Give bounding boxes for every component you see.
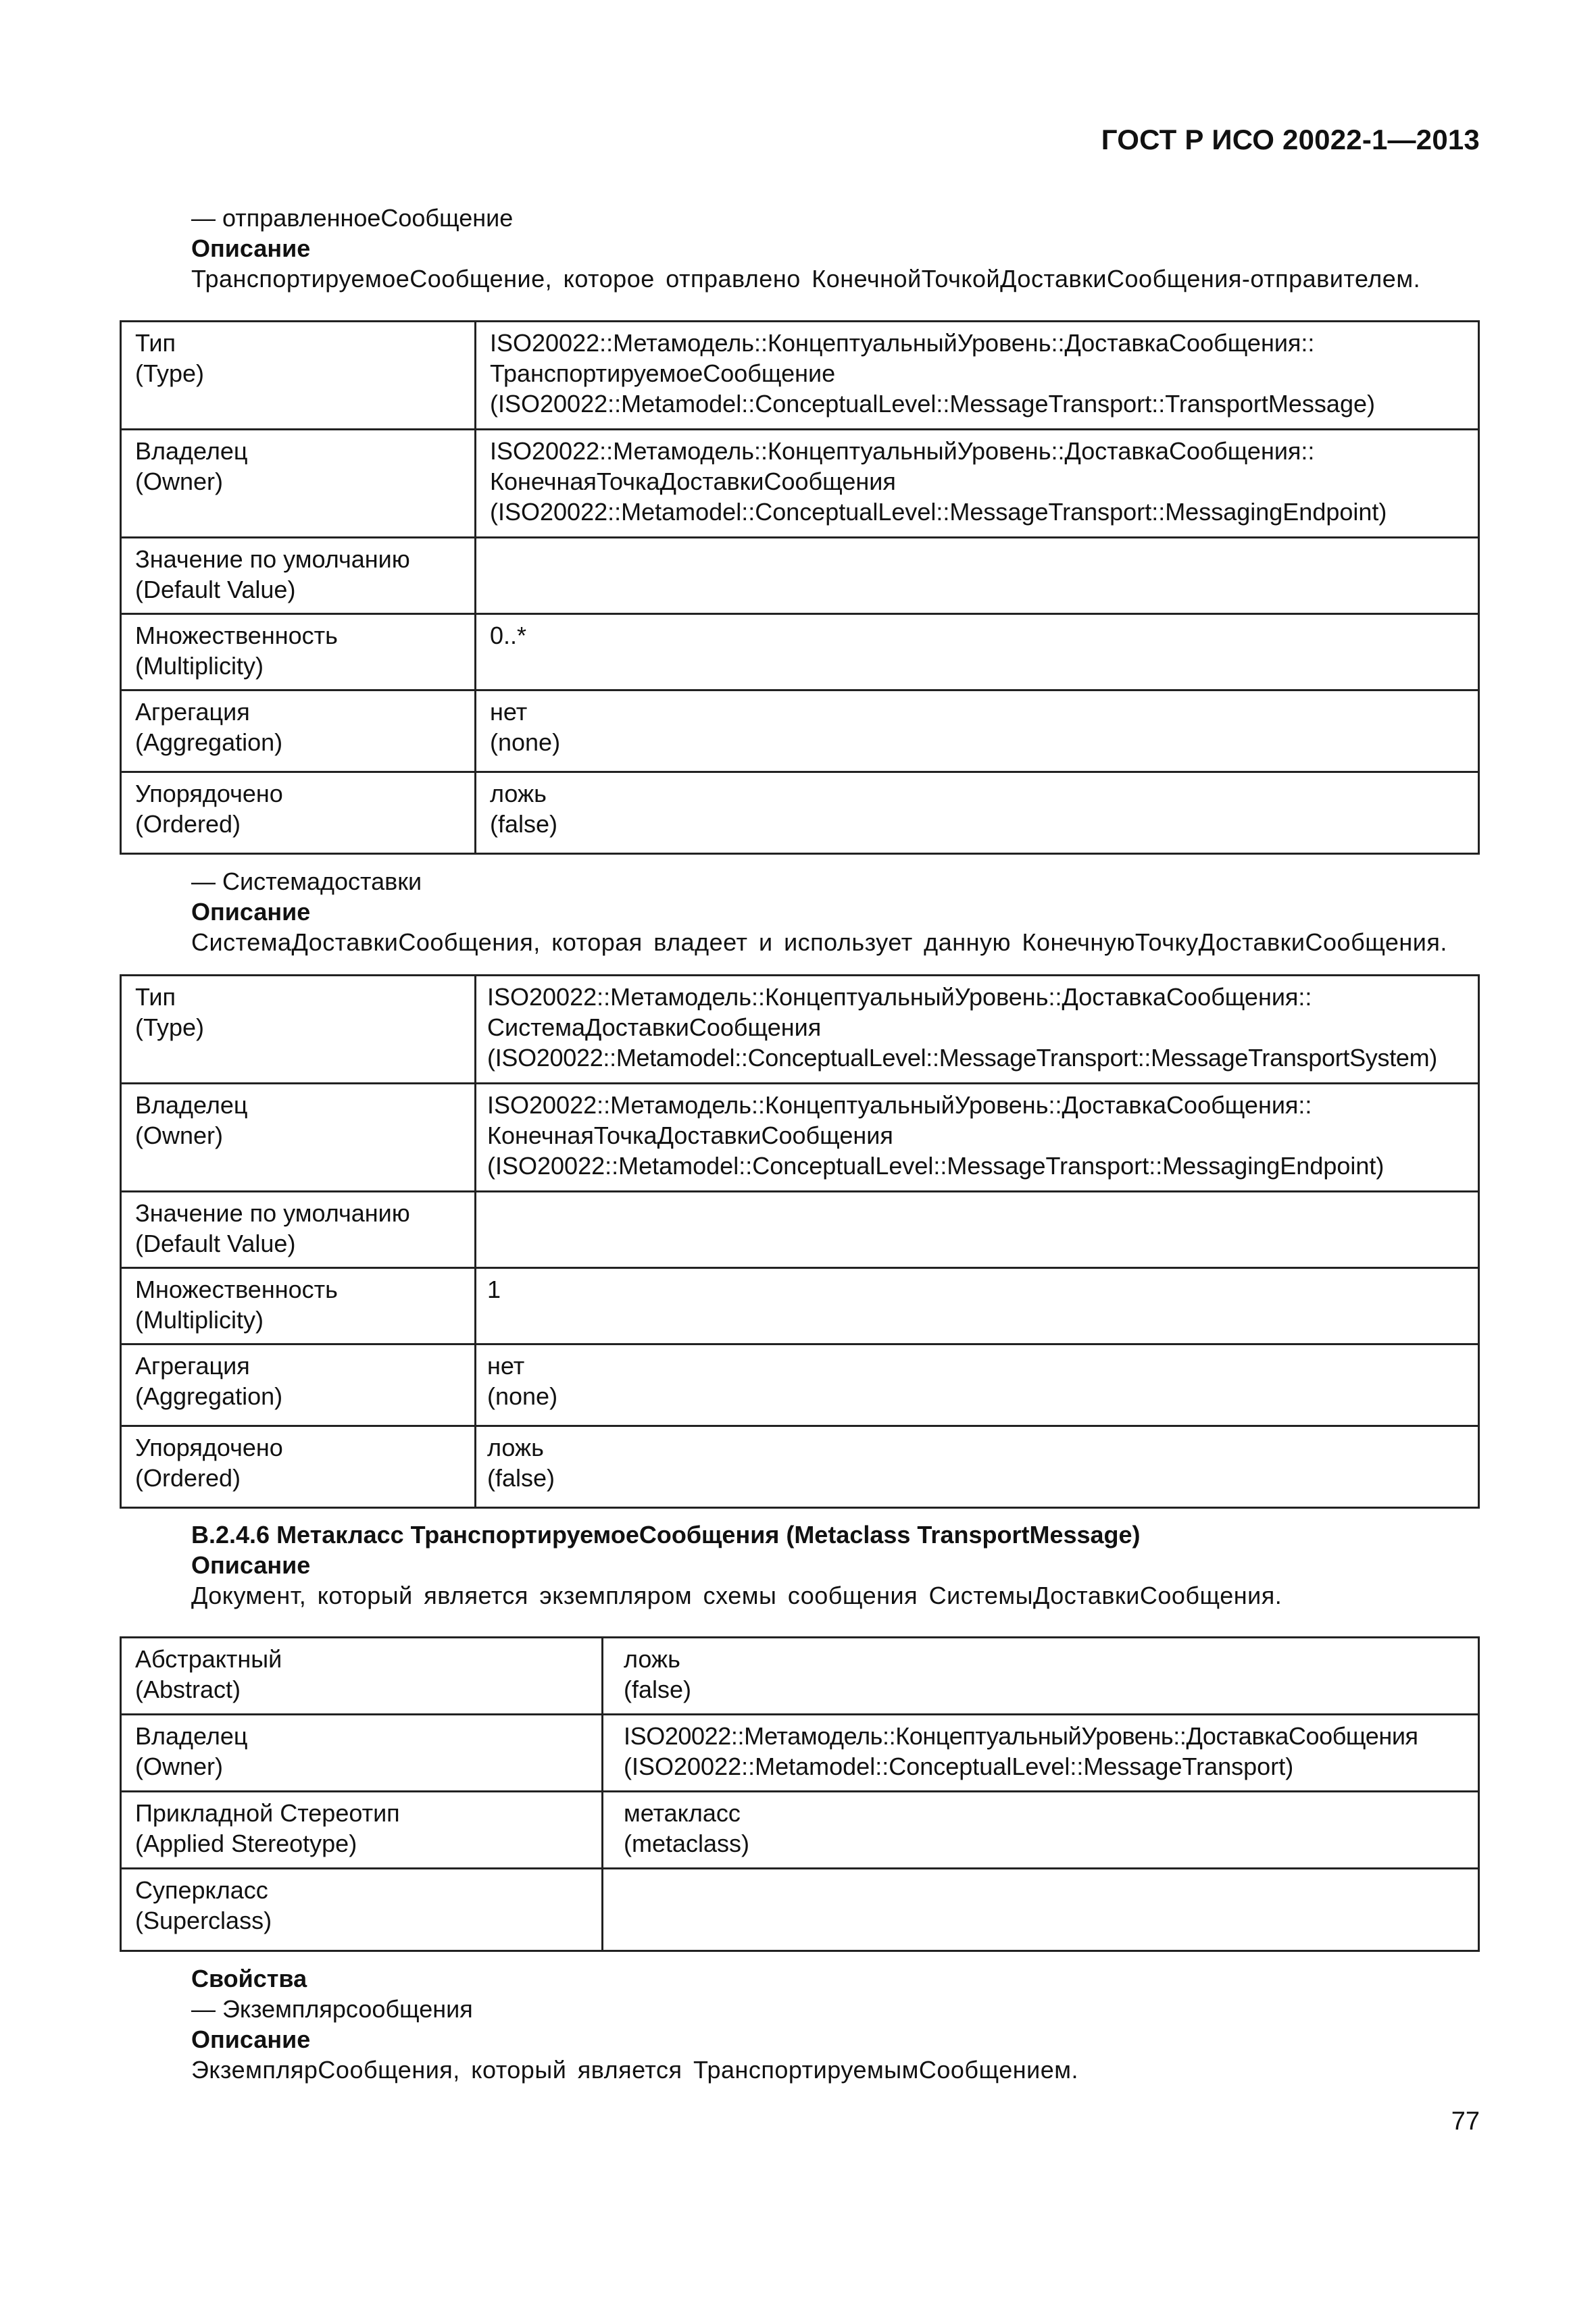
table-row	[121, 614, 1479, 690]
table-row	[121, 322, 1479, 430]
property-value: ТранспортируемоеСообщение	[490, 359, 836, 387]
property-value-cell	[476, 1268, 1479, 1344]
property-name: Владелец	[135, 437, 248, 465]
property-value-cell	[476, 1426, 1479, 1508]
property-value: (ISO20022::Metamodel::ConceptualLevel::MessageTransport)	[624, 1753, 1294, 1780]
property-name-en: (Owner)	[135, 1122, 224, 1149]
property-name-en: (Owner)	[135, 468, 224, 495]
property-name-cell	[121, 1084, 476, 1192]
property-value-cell	[603, 1715, 1479, 1792]
property-value: нет	[487, 1352, 525, 1380]
property-name-en: (Superclass)	[135, 1907, 272, 1934]
property-name-cell	[121, 1426, 476, 1508]
property-value-cell	[476, 690, 1479, 772]
property-value-cell	[476, 538, 1479, 614]
item-title: — Системадоставки	[191, 867, 422, 895]
property-name: Агрегация	[135, 1352, 250, 1380]
section-sent-message	[191, 203, 1480, 294]
property-name-cell	[121, 1638, 603, 1715]
description-label: Описание	[191, 234, 311, 262]
property-name: Значение по умолчанию	[135, 1199, 410, 1227]
property-name-cell	[121, 430, 476, 538]
property-value: ISO20022::Метамодель::КонцептуальныйУровень::ДоставкаСообщения::	[490, 437, 1315, 465]
property-value: ISO20022::Метамодель::КонцептуальныйУровень::ДоставкаСообщения::	[490, 329, 1315, 357]
property-value-cell	[476, 976, 1479, 1084]
item-title: — Экземплярсообщения	[191, 1995, 473, 2023]
description-text: ТранспортируемоеСообщение, которое отправлено КонечнойТочкойДоставкиСообщения-отправителем.	[191, 265, 1421, 293]
property-name-cell	[121, 1869, 603, 1951]
property-value-cell	[476, 1084, 1479, 1192]
property-value: КонечнаяТочкаДоставкиСообщения	[490, 468, 896, 495]
property-value: нет	[490, 698, 528, 726]
standard-header: ГОСТ Р ИСО 20022-1—2013	[1101, 124, 1480, 155]
property-name-en: (Multiplicity)	[135, 652, 264, 680]
table-row	[121, 772, 1479, 854]
property-value-cell	[603, 1638, 1479, 1715]
property-value: (false)	[490, 810, 558, 838]
property-name-cell	[121, 538, 476, 614]
property-value-cell	[476, 772, 1479, 854]
table-row	[121, 1715, 1479, 1792]
description-label: Описание	[191, 2026, 311, 2053]
property-table-sent-message	[120, 320, 1480, 855]
description-text: Документ, который является экземпляром схемы сообщения СистемыДоставкиСообщения.	[191, 1582, 1282, 1609]
property-value-cell	[476, 1192, 1479, 1268]
property-name: Владелец	[135, 1722, 248, 1750]
property-value-cell	[476, 322, 1479, 430]
property-value-cell	[476, 614, 1479, 690]
property-name-cell	[121, 322, 476, 430]
property-table-delivery-system	[120, 974, 1480, 1509]
property-value: метакласс	[624, 1799, 741, 1827]
property-name: Тип	[135, 329, 176, 357]
property-value: СистемаДоставкиСообщения	[487, 1013, 822, 1041]
property-value-cell	[476, 1344, 1479, 1426]
property-name-en: (Abstract)	[135, 1676, 241, 1703]
property-name: Абстрактный	[135, 1645, 282, 1673]
property-value: (metaclass)	[624, 1830, 750, 1857]
table-row	[121, 690, 1479, 772]
description-label: Описание	[191, 898, 311, 926]
property-value: (none)	[487, 1382, 558, 1410]
property-name: Множественность	[135, 1276, 338, 1303]
table-row	[121, 538, 1479, 614]
property-value: (ISO20022::Metamodel::ConceptualLevel::MessageTransport::TransportMessage)	[490, 390, 1375, 418]
section-metaclass-transport-message	[191, 1519, 1480, 1611]
table-row	[121, 1344, 1479, 1426]
property-value: 0..*	[490, 622, 527, 649]
property-value: ложь	[490, 780, 547, 807]
property-name: Суперкласс	[135, 1876, 268, 1904]
property-name-en: (Aggregation)	[135, 1382, 283, 1410]
property-name-en: (Aggregation)	[135, 728, 283, 756]
table-row	[121, 976, 1479, 1084]
table-row	[121, 1792, 1479, 1869]
property-name-en: (Multiplicity)	[135, 1306, 264, 1334]
property-name-en: (Type)	[135, 1013, 205, 1041]
property-name: Тип	[135, 983, 176, 1011]
property-value: ISO20022::Метамодель::КонцептуальныйУровень::ДоставкаСообщения::	[487, 1091, 1312, 1119]
property-name-en: (Type)	[135, 359, 205, 387]
property-name: Множественность	[135, 622, 338, 649]
page-number: 77	[1451, 2107, 1480, 2136]
property-value: (false)	[487, 1464, 555, 1492]
section-delivery-system	[191, 866, 1480, 957]
description-text: ЭкземплярСообщения, который является ТранспортируемымСообщением.	[191, 2056, 1079, 2084]
table-row	[121, 1084, 1479, 1192]
property-value: (none)	[490, 728, 561, 756]
property-name-en: (Applied Stereotype)	[135, 1830, 357, 1857]
description-label: Описание	[191, 1551, 311, 1579]
property-value: (ISO20022::Metamodel::ConceptualLevel::MessageTransport::MessagingEndpoint)	[487, 1152, 1385, 1180]
property-name: Упорядочено	[135, 1434, 283, 1461]
table-row	[121, 1638, 1479, 1715]
property-value-cell	[603, 1792, 1479, 1869]
property-value: КонечнаяТочкаДоставкиСообщения	[487, 1122, 893, 1149]
property-name-cell	[121, 1715, 603, 1792]
table-row	[121, 1869, 1479, 1951]
property-value: ISO20022::Метамодель::КонцептуальныйУровень::ДоставкаСообщения	[624, 1722, 1418, 1750]
property-value: (ISO20022::Metamodel::ConceptualLevel::MessageTransport::MessagingEndpoint)	[490, 498, 1387, 526]
property-name-en: (Default Value)	[135, 1230, 296, 1257]
property-value: ложь	[624, 1645, 680, 1673]
property-name: Прикладной Стереотип	[135, 1799, 400, 1827]
property-name-en: (Default Value)	[135, 576, 296, 603]
property-name: Значение по умолчанию	[135, 545, 410, 573]
description-text: СистемаДоставкиСообщения, которая владеет и использует данную КонечнуюТочкуДоставкиСообщения.	[191, 928, 1447, 956]
property-name-cell	[121, 1344, 476, 1426]
section-properties	[191, 1963, 1480, 2085]
property-value: ISO20022::Метамодель::КонцептуальныйУровень::ДоставкаСообщения::	[487, 983, 1312, 1011]
property-name-cell	[121, 614, 476, 690]
table-row	[121, 430, 1479, 538]
property-name-cell	[121, 1268, 476, 1344]
item-title: — отправленноеСообщение	[191, 204, 514, 232]
property-value-cell	[476, 430, 1479, 538]
table-row	[121, 1192, 1479, 1268]
metaclass-table	[120, 1636, 1480, 1952]
property-name-en: (Owner)	[135, 1753, 224, 1780]
property-value: ложь	[487, 1434, 544, 1461]
property-name-en: (Ordered)	[135, 810, 241, 838]
property-value-cell	[603, 1869, 1479, 1951]
property-name: Агрегация	[135, 698, 250, 726]
property-name: Упорядочено	[135, 780, 283, 807]
property-name-cell	[121, 690, 476, 772]
table-row	[121, 1426, 1479, 1508]
properties-label: Свойства	[191, 1965, 307, 1992]
property-value: (ISO20022::Metamodel::ConceptualLevel::MessageTransport::MessageTransportSystem)	[487, 1044, 1437, 1072]
property-name-cell	[121, 976, 476, 1084]
property-name-cell	[121, 1192, 476, 1268]
property-value: 1	[487, 1276, 501, 1303]
property-name-cell	[121, 1792, 603, 1869]
property-value: (false)	[624, 1676, 692, 1703]
property-name-en: (Ordered)	[135, 1464, 241, 1492]
section-heading: B.2.4.6 Метакласс ТранспортируемоеСообщения (Metaclass TransportMessage)	[191, 1521, 1141, 1549]
property-name: Владелец	[135, 1091, 248, 1119]
table-row	[121, 1268, 1479, 1344]
property-name-cell	[121, 772, 476, 854]
